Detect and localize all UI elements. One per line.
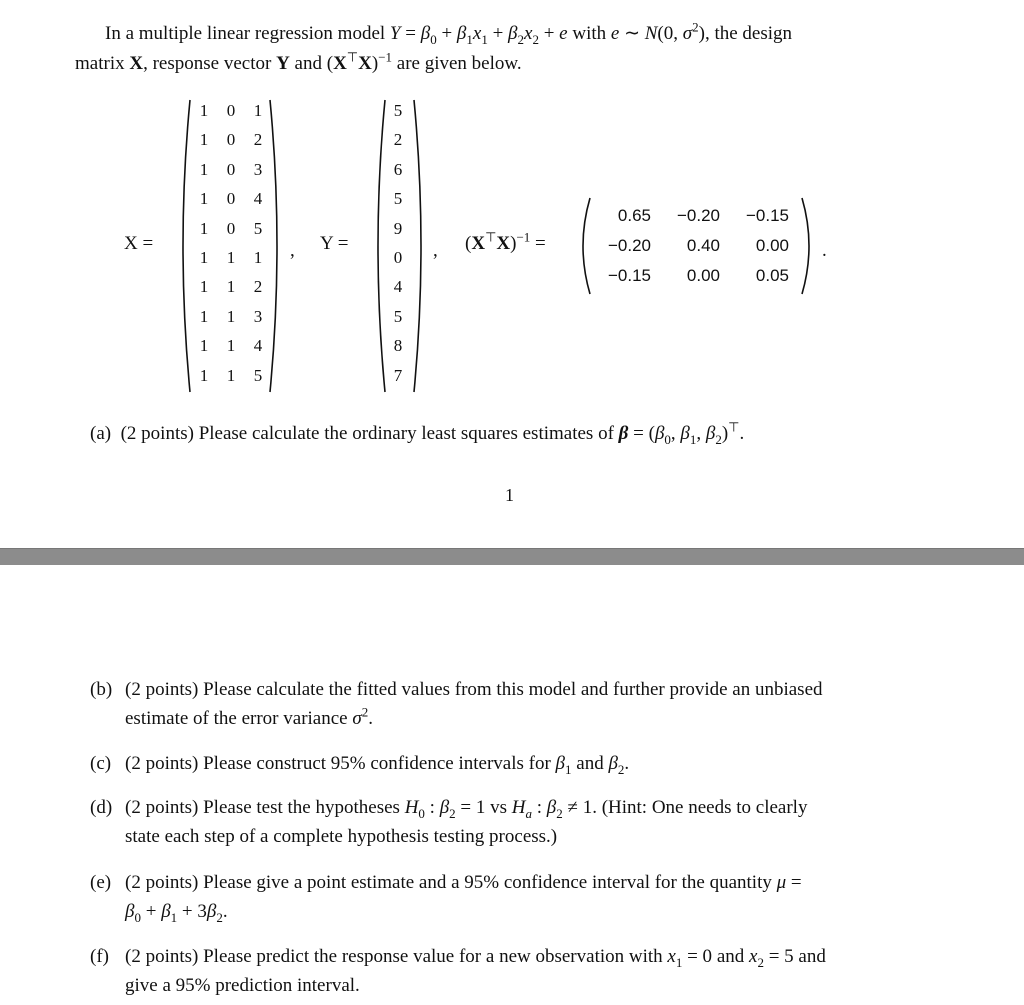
x-matrix-cell: 1 [199, 218, 209, 238]
intro-lead: In a multiple linear regression model [105, 23, 386, 44]
question-d-line-2: state each step of a complete hypothesis testing process.) [125, 826, 558, 847]
intro-with: with [572, 23, 607, 44]
question-b-line-2: estimate of the error variance $\sigma^2$. [125, 704, 373, 729]
question-e-line-1-text: (2 points) Please give a point estimate and a 95% confidence interval for the quantity [125, 872, 772, 893]
x-matrix-cell: 1 [199, 306, 209, 326]
question-d [90, 793, 970, 851]
page-divider [0, 548, 1024, 565]
x-matrix-cell: 1 [226, 336, 236, 356]
question-f-and: and [716, 946, 745, 967]
y-vector-cell: 6 [393, 159, 403, 179]
question-b-tag: (b) [90, 679, 113, 700]
x-matrix-cell: 1 [199, 101, 209, 120]
y-vector-cell: 5 [393, 101, 403, 120]
x-matrix-cell: 0 [226, 159, 236, 179]
intro-line-2: matrix X, response vector Y and $(X^⊤X)^{-1}$ are given below. [75, 49, 522, 74]
x-matrix-cell: 0 [226, 218, 236, 238]
inverse-label: $(X^⊤X)^{-1}$ = [465, 229, 546, 254]
inverse-matrix-cell: 0.05 [755, 266, 789, 285]
inverse-matrix-cell: −0.15 [745, 206, 789, 225]
page-number: 1 [505, 485, 514, 505]
comma-2: , [433, 240, 438, 261]
model-equation: Y [389, 23, 401, 44]
inverse-matrix-cell: 0.00 [686, 266, 720, 285]
x-matrix-cell: 2 [253, 130, 263, 150]
question-f-line-1a: (2 points) Please predict the response value for a new observation with [125, 946, 663, 967]
x-matrix-label: X = [124, 233, 154, 254]
y-vector-cell: 7 [393, 365, 403, 385]
intro-matrix-word: matrix [75, 53, 125, 74]
inverse-matrix-cell: −0.20 [607, 236, 651, 255]
inverse-matrix-cell: 0.65 [617, 206, 651, 225]
question-f-line-1: (2 points) Please predict the response value for a new observation with $x_1 = 0$ and $x_2 = 5$ and [125, 946, 826, 970]
inverse-matrix-cell: −0.15 [607, 266, 651, 285]
x-matrix-cell: 2 [253, 277, 263, 297]
y-vector-cell: 5 [393, 306, 403, 326]
period: . [822, 240, 827, 261]
x-matrix-cell: 1 [199, 159, 209, 179]
x-matrix-cell: 0 [226, 101, 236, 120]
x-matrix-cell: 5 [253, 365, 263, 385]
x-matrix-cell: 1 [226, 277, 236, 297]
y-vector-right-paren [410, 98, 430, 394]
inverse-right-paren [798, 196, 818, 296]
question-d-line-1: (2 points) Please test the hypotheses $H_0$ : $\beta_2 = 1$ vs $H_a$ : $\beta_2 \ne 1$. (Hint: One needs to clearly [125, 797, 808, 821]
y-vector-cell: 0 [393, 248, 403, 267]
x-matrix-cell: 4 [253, 189, 263, 209]
question-c-tag: (c) [90, 753, 112, 774]
y-vector-label: Y = [320, 233, 349, 254]
question-b-line-1: (2 points) Please calculate the fitted values from this model and further provide an unbiased [125, 679, 823, 700]
y-vector-cell: 8 [393, 336, 403, 356]
question-d-tag: (d) [90, 797, 113, 818]
x-matrix-right-paren [266, 98, 286, 394]
question-e-tag: (e) [90, 872, 112, 893]
question-b-line-2-text: estimate of the error variance [125, 708, 348, 729]
question-d-line-1a: (2 points) Please test the hypotheses [125, 797, 400, 818]
x-matrix-cell: 1 [226, 248, 236, 267]
x-matrix-cell: 5 [253, 218, 263, 238]
x-matrix-cell: 0 [226, 189, 236, 209]
question-a-text: (2 points) Please calculate the ordinary least squares estimates of [120, 423, 614, 444]
question-a-tag: (a) [90, 423, 112, 444]
question-f-line-2: give a 95% prediction interval. [125, 975, 360, 996]
question-e [90, 868, 970, 926]
x-matrix-cell: 1 [226, 365, 236, 385]
x-matrix-cell: 1 [199, 248, 209, 267]
question-c: (c) (2 points) Please construct 95% confidence intervals for $\beta_1$ and $\beta_2$. [90, 749, 970, 778]
page-2 [0, 565, 1024, 1005]
intro-tail: , the design [704, 23, 793, 44]
question-e-line-2: $\beta_0 + \beta_1 + 3\beta_2$. [125, 901, 228, 925]
x-matrix-cell: 1 [199, 130, 209, 150]
question-f-tag: (f) [90, 946, 109, 967]
x-matrix-cell: 4 [253, 336, 263, 356]
x-matrix-cell: 1 [226, 306, 236, 326]
x-matrix-cell: 1 [253, 101, 263, 120]
question-e-line-1: (2 points) Please give a point estimate and a 95% confidence interval for the quantity μ = [125, 872, 802, 893]
x-matrix-cell: 1 [253, 248, 263, 267]
inverse-matrix-cell: 0.00 [755, 236, 789, 255]
y-vector-cell: 9 [393, 218, 403, 238]
x-matrix-cell: 1 [199, 189, 209, 209]
x-matrix-cell: 1 [199, 365, 209, 385]
question-b [90, 675, 970, 733]
intro-response-vector: , response vector [143, 53, 272, 74]
x-matrix-cell: 1 [199, 336, 209, 356]
intro-and: and [294, 53, 322, 74]
question-a: (a) (2 points) Please calculate the ordinary least squares estimates of $\beta = (\beta_0$, $\beta_1$, $\beta_2)^⊤$. [90, 419, 745, 447]
question-c-text: (2 points) Please construct 95% confidence intervals for [125, 753, 551, 774]
x-matrix-cell: 0 [226, 130, 236, 150]
x-matrix-cell: 3 [253, 159, 263, 179]
question-f [90, 942, 970, 1000]
comma-1: , [290, 240, 295, 261]
x-matrix-cell: 1 [199, 277, 209, 297]
y-vector-left-paren [369, 98, 389, 394]
x-matrix-left-paren [174, 98, 194, 394]
inverse-matrix-cell: −0.20 [676, 206, 720, 225]
question-d-line-1b: (Hint: One needs to clearly [601, 797, 808, 818]
x-matrix-cell: 3 [253, 306, 263, 326]
inverse-matrix-cell: 0.40 [686, 236, 720, 255]
y-vector-cell: 2 [393, 130, 403, 150]
intro-line-1: In a multiple linear regression model $Y = \beta_0 + \beta_1x_1 + \beta_2x_2 + e$ with e ∼ N(0, $\sigma^2$), the design [105, 19, 793, 47]
y-vector-cell: 4 [393, 277, 403, 297]
y-vector-cell: 5 [393, 189, 403, 209]
intro-given-below: are given below. [396, 53, 522, 74]
